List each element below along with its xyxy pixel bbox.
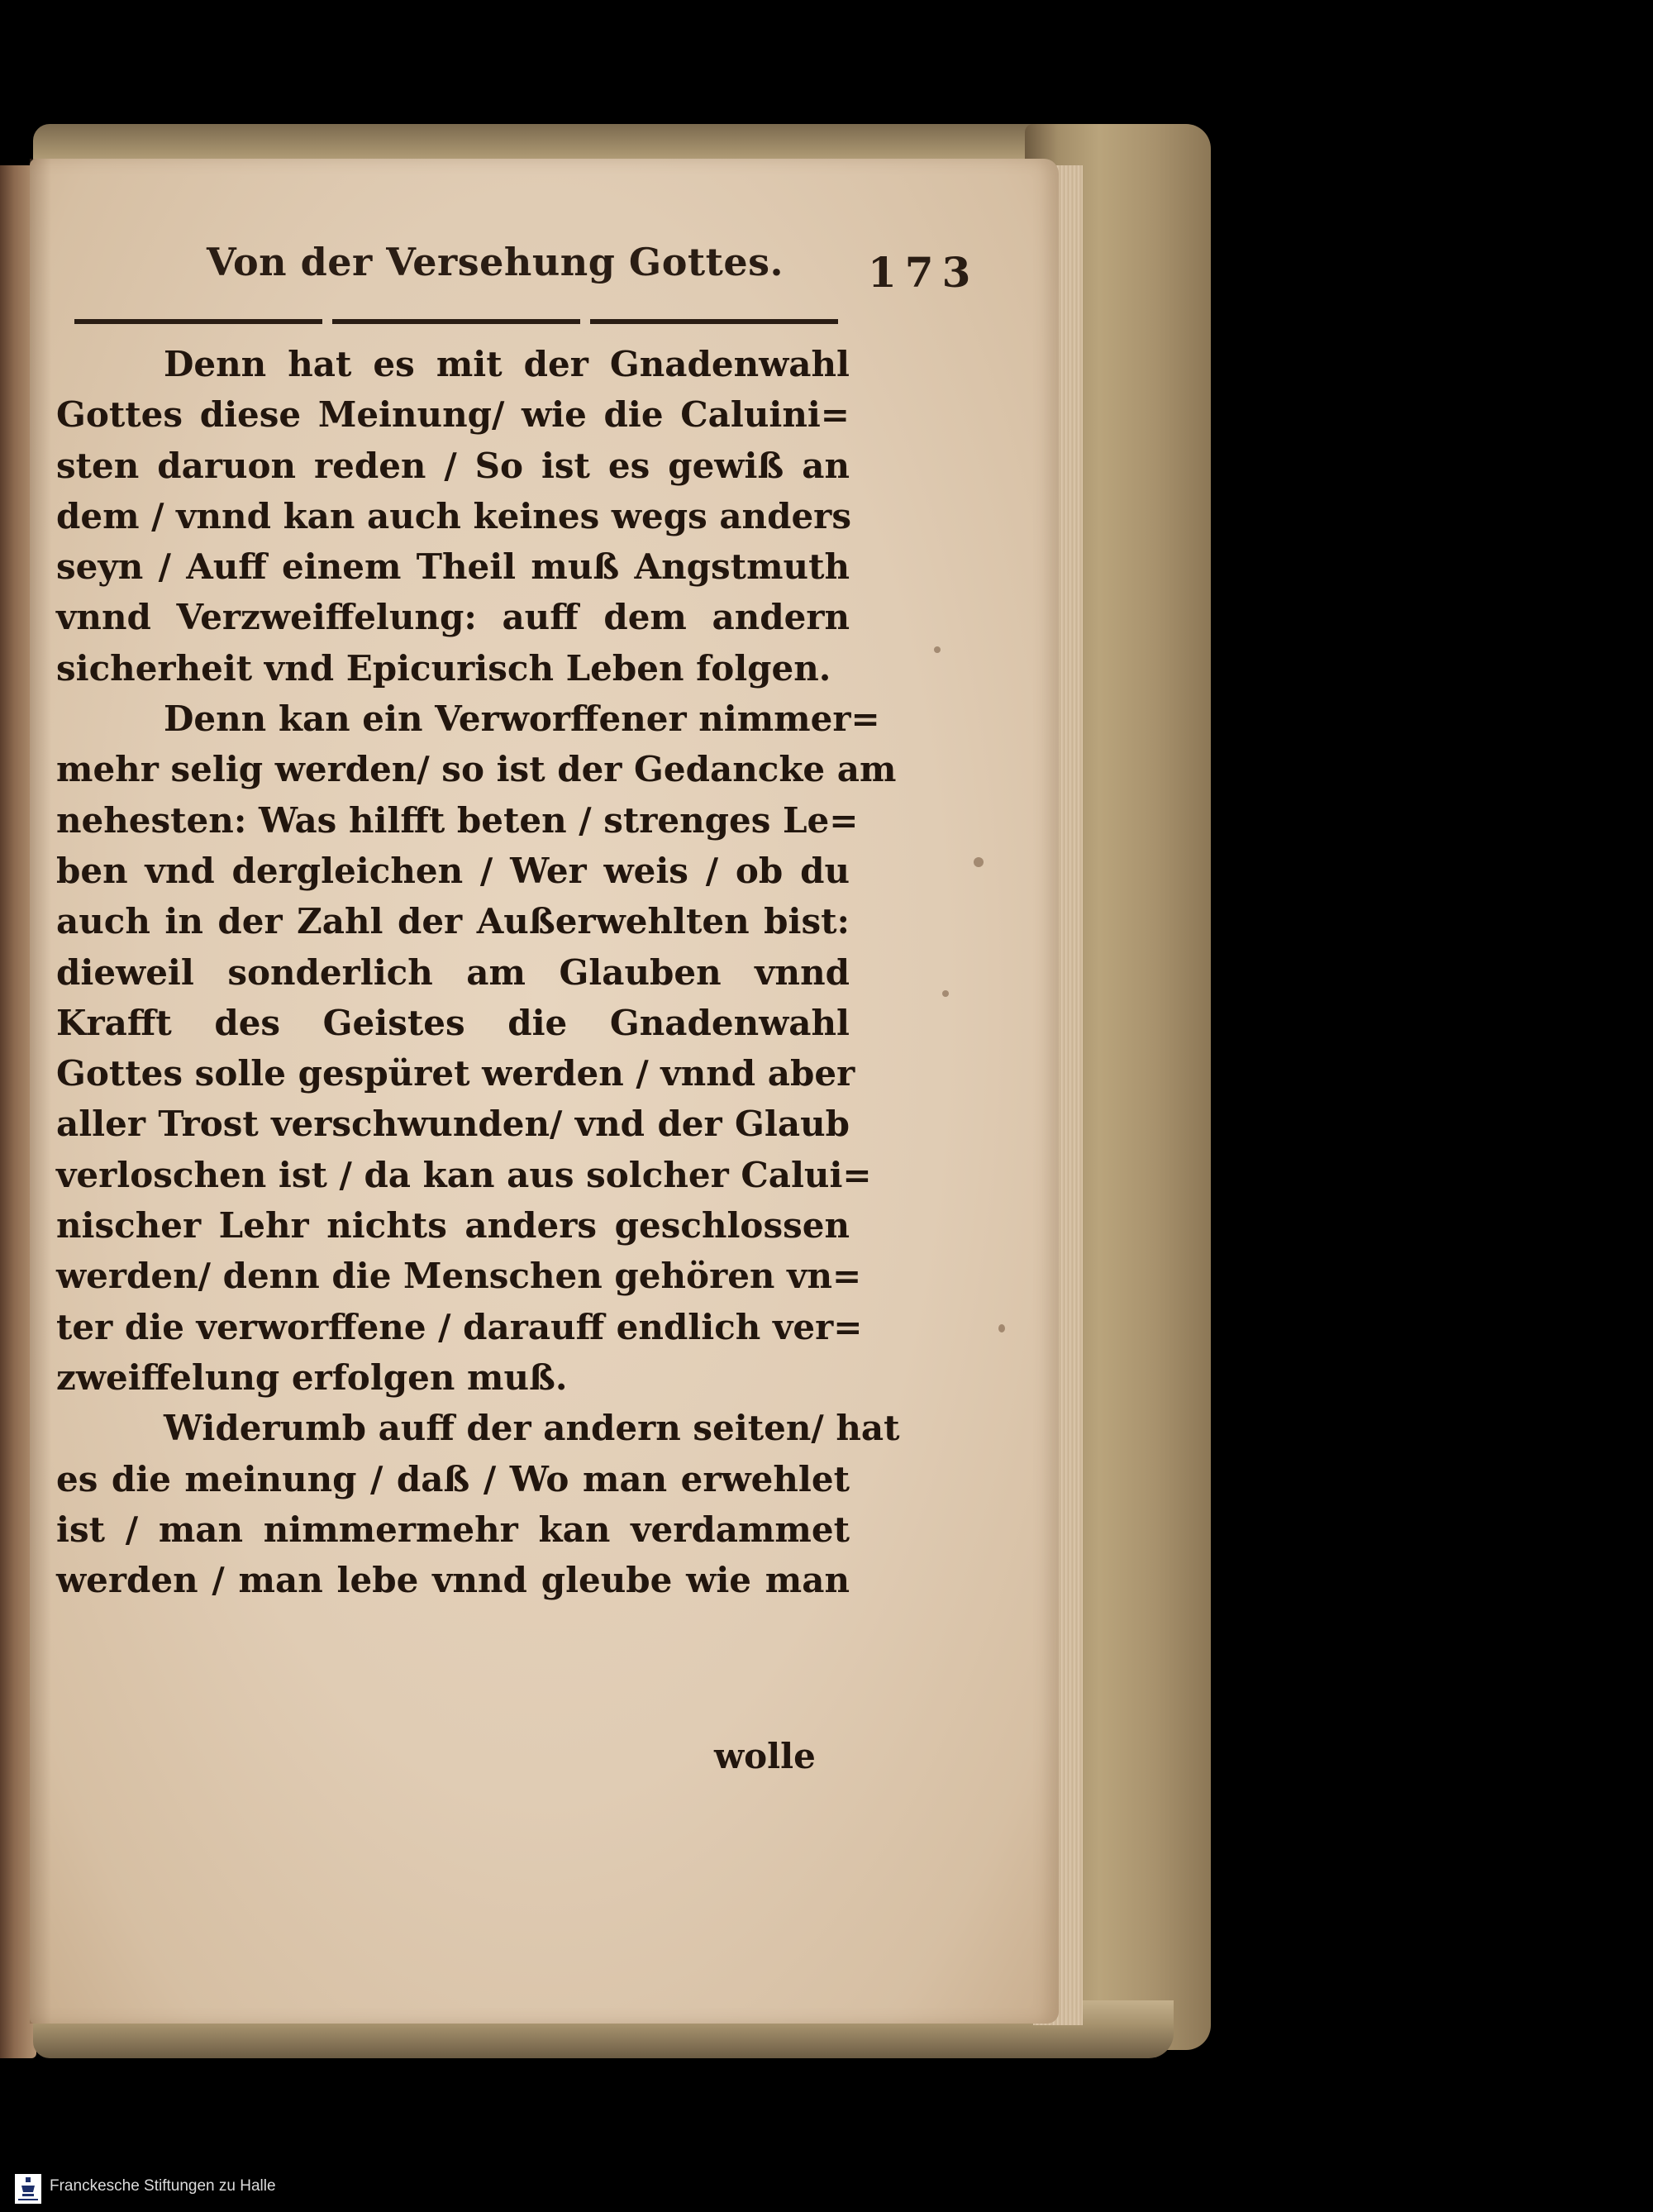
text-line: verloschen ist / da kan aus solcher Calui= <box>56 1154 872 1195</box>
header-rule <box>74 319 847 324</box>
text-line: zweiffelung erfolgen muß. <box>56 1356 568 1398</box>
text-line: Widerumb auff der andern seiten/ hat <box>164 1408 900 1449</box>
text-line: werden / man lebe vnnd gleube wie man <box>56 1560 850 1601</box>
ink-spot <box>974 857 984 867</box>
text-line: auch in der Zahl der Außerwehlten bist: <box>56 901 850 942</box>
text-line: dem / vnnd kan auch keines wegs anders <box>56 495 851 536</box>
text-line: Denn hat es mit der Gnadenwahl <box>164 344 850 384</box>
text-line: sten daruon reden / So ist es gewiß an <box>56 445 850 486</box>
text-line: werden/ denn die Menschen gehören vn= <box>56 1256 862 1297</box>
ink-spot <box>942 990 949 997</box>
text-line: ben vnd dergleichen / Wer weis / ob du <box>56 850 850 891</box>
body-text <box>56 339 900 1605</box>
text-line: seyn / Auff einem Theil muß Angstmuth <box>56 546 850 588</box>
ink-spot <box>998 1324 1005 1332</box>
text-line: ist / man nimmermehr kan verdammet <box>56 1509 850 1550</box>
text-line: vnnd Verzweiffelung: auff dem andern <box>56 597 850 638</box>
page-number: 173 <box>868 248 979 297</box>
text-line: sicherheit vnd Epicurisch Leben folgen. <box>56 647 831 689</box>
footer-institution-label: Franckesche Stiftungen zu Halle <box>50 2177 276 2195</box>
text-line: ter die verworffene / darauff endlich ver= <box>56 1306 863 1347</box>
text-line: aller Trost verschwunden/ vnd der Glaub <box>56 1104 850 1145</box>
text-line: Krafft des Geistes die Gnadenwahl <box>56 1002 850 1043</box>
text-line: nischer Lehr nichts anders geschlossen <box>56 1205 850 1247</box>
text-line: mehr selig werden/ so ist der Gedancke am <box>56 749 897 790</box>
text-line: Denn kan ein Verworffener nimmer= <box>164 698 880 740</box>
text-line: Gottes solle gespüret werden / vnnd aber <box>56 1053 855 1094</box>
footer-bar <box>0 2166 1653 2212</box>
ink-spot <box>934 646 941 653</box>
text-line: es die meinung / daß / Wo man erwehlet <box>56 1458 850 1499</box>
page-gutter-shadow <box>30 159 51 2024</box>
text-line: nehesten: Was hilfft beten / strenges Le= <box>56 799 859 841</box>
text-line: Gottes diese Meinung/ wie die Caluini= <box>56 394 850 436</box>
francke-foundation-logo-icon <box>15 2174 41 2204</box>
running-head: Von der Versehung Gottes. <box>207 240 784 284</box>
text-line: dieweil sonderlich am Glauben vnnd <box>56 951 850 993</box>
catchword: wolle <box>714 1736 816 1776</box>
